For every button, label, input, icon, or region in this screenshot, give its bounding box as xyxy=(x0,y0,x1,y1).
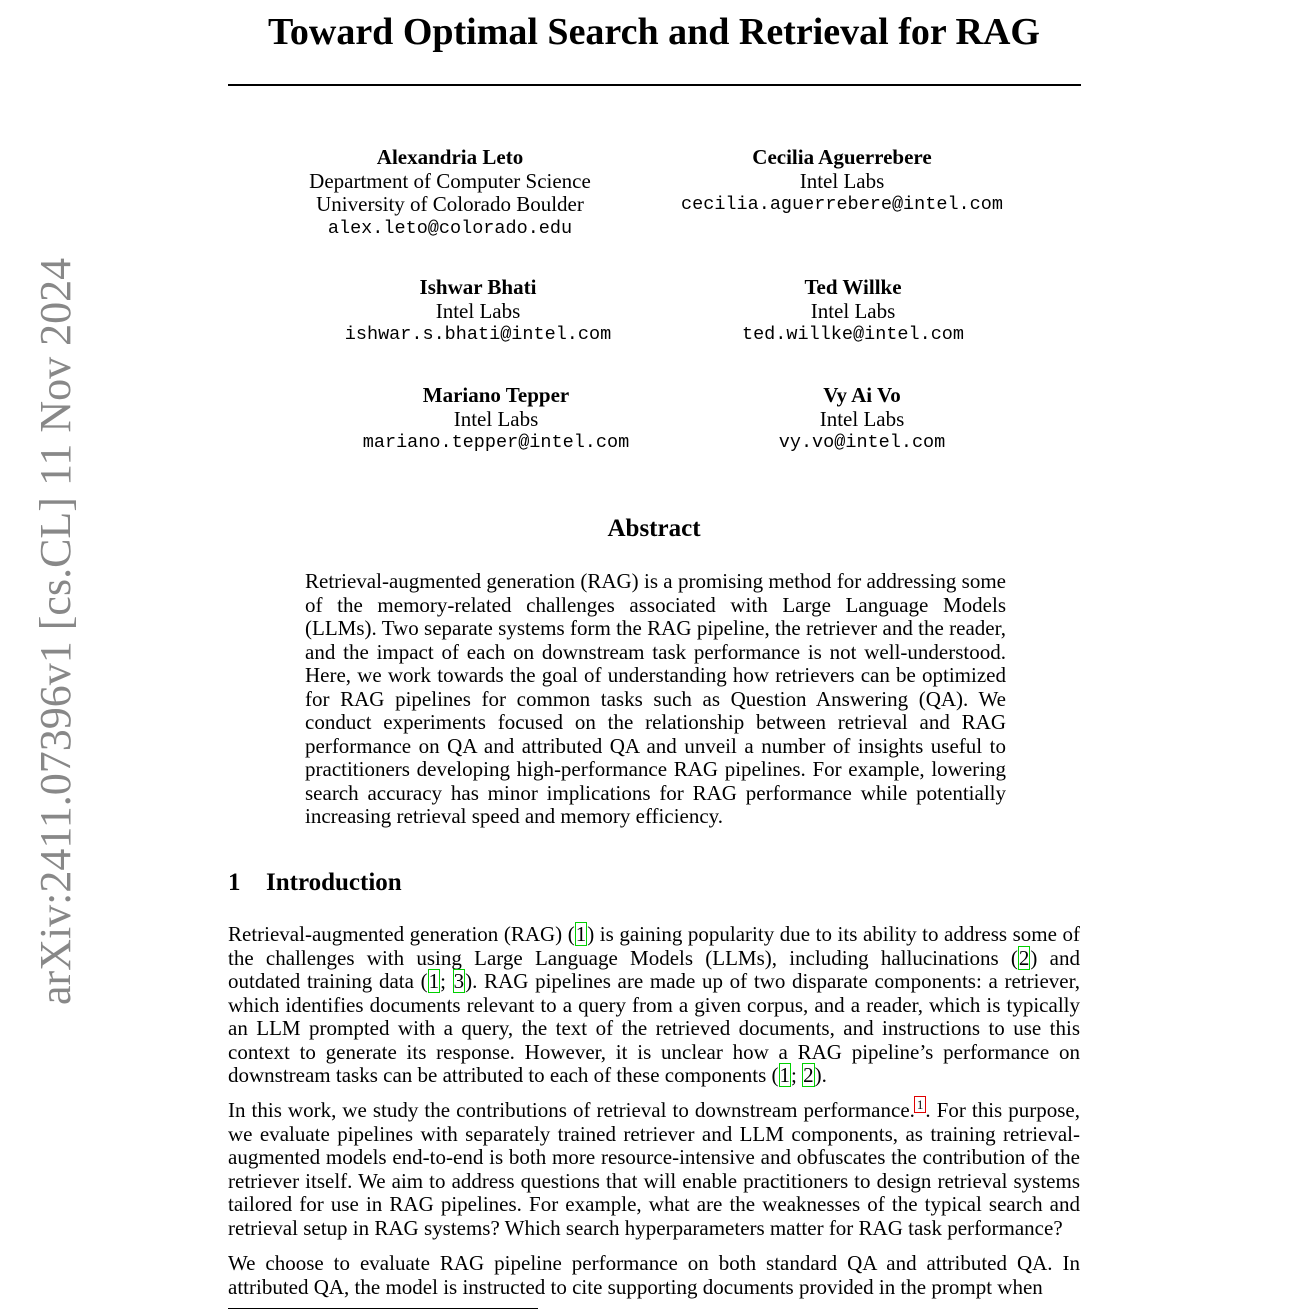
paragraph-text: In this work, we study the contributions of retrieval to downstream performance. xyxy=(228,1098,915,1122)
citation-link[interactable]: 1 xyxy=(428,969,440,993)
author-affiliation: Intel Labs xyxy=(810,298,896,323)
paragraph-text: ; xyxy=(440,969,453,993)
author-email: ishwar.s.bhati@intel.com xyxy=(344,324,612,345)
author-name: Cecilia Aguerrebere xyxy=(752,145,932,169)
author-name: Ishwar Bhati xyxy=(419,275,537,299)
paper-title: Toward Optimal Search and Retrieval for RAG xyxy=(268,11,1040,53)
paragraph-text: . For this purpose, we evaluate pipelines with separately trained retriever and LLM components, as training retrieval-augmented models end-to-end is both more resource-intensive and obfuscates the contribution of the retriever itself. We aim to address questions that will enable practitioners to design retrieval systems tailored for use in RAG pipelines. For example, what are the weaknesses of the typical search and retrieval setup in RAG systems? Which search hyperparameters matter for RAG task performance? xyxy=(228,1098,1081,1240)
section-title: Introduction xyxy=(266,869,402,896)
footnote-rule xyxy=(228,1308,538,1309)
author-name: Mariano Tepper xyxy=(422,383,570,407)
author-affiliation: Intel Labs xyxy=(435,298,521,323)
paragraph-text: ). xyxy=(814,1063,827,1087)
author-affiliation: Intel Labs xyxy=(453,406,539,431)
citation-link[interactable]: 2 xyxy=(1018,945,1030,970)
abstract-heading: Abstract xyxy=(607,515,701,542)
paragraph-text: ) and outdated training data ( xyxy=(228,945,1080,993)
author-block xyxy=(662,384,1062,455)
section-heading xyxy=(228,868,402,898)
author-name: Alexandria Leto xyxy=(376,145,524,169)
paragraph-text: Retrieval-augmented generation (RAG) ( xyxy=(228,922,575,946)
paragraph-text: ) is gaining popularity due to its ability to address some of the challenges with using Large Language Models (LLMs), including hallucinations ( xyxy=(228,922,1080,970)
author-email: cecilia.aguerrebere@intel.com xyxy=(681,194,1003,215)
section-number: 1 xyxy=(228,869,241,896)
abstract-text: Retrieval-augmented generation (RAG) is a promising method for addressing some of the memory-related challenges associated with Large Language Models (LLMs). Two separate systems form the RAG pipeline, the retriever and the reader, and the impact of each on downstream task performance is not well-understood. Here, we work towards the goal of understanding how retrievers can be optimized for RAG pipelines for common tasks such as Question Answering (QA). We conduct experiments focused on the relationship between retrieval and RAG performance on QA and attributed QA and unveil a number of insights useful to practitioners developing high-performance RAG pipelines. For example, lowering search accuracy has minor implications for RAG performance while potentially increasing retrieval speed and memory efficiency. xyxy=(305,569,1006,828)
author-block xyxy=(642,146,1042,217)
author-block xyxy=(278,276,678,347)
citation-link[interactable]: 1 xyxy=(575,922,587,946)
author-affiliation: Intel Labs xyxy=(799,168,885,193)
paragraph-text: ). RAG pipelines are made up of two disparate components: a retriever, which identifies documents relevant to a query from a given corpus, and a reader, which is typically an LLM prompted with a query, the text of the retrieved documents, and instructions to use this context to generate its response. However, it is unclear how a RAG pipeline’s performance on downstream tasks can be attributed to each of these components ( xyxy=(228,969,1080,1087)
author-block xyxy=(296,384,696,455)
author-email: mariano.tepper@intel.com xyxy=(362,432,630,453)
paragraph-text: ; xyxy=(791,1063,803,1087)
author-name: Vy Ai Vo xyxy=(823,383,901,407)
author-block xyxy=(653,276,1053,347)
author-affiliation: Department of Computer Science xyxy=(309,168,591,193)
arxiv-identifier: arXiv:2411.07396v1 [cs.CL] 11 Nov 2024 xyxy=(31,257,80,1005)
title-rule xyxy=(228,84,1081,86)
author-email: vy.vo@intel.com xyxy=(778,432,946,453)
citation-link[interactable]: 1 xyxy=(779,1063,790,1087)
author-block xyxy=(250,146,650,240)
author-affiliation: Intel Labs xyxy=(819,406,905,431)
citation-link[interactable]: 2 xyxy=(803,1063,814,1087)
author-affiliation: University of Colorado Boulder xyxy=(316,192,584,216)
citation-link[interactable]: 3 xyxy=(453,969,465,993)
author-email: alex.leto@colorado.edu xyxy=(327,217,573,239)
paragraph xyxy=(228,923,1080,1088)
paragraph: We choose to evaluate RAG pipeline performance on both standard QA and attributed QA. In attributed QA, the model is instructed to cite supporting documents provided in the prompt when xyxy=(228,1251,1080,1299)
paragraph xyxy=(228,1099,1080,1240)
author-name: Ted Willke xyxy=(804,275,902,299)
author-email: ted.willke@intel.com xyxy=(741,324,965,345)
footnote-link[interactable]: 1 xyxy=(916,1097,924,1112)
